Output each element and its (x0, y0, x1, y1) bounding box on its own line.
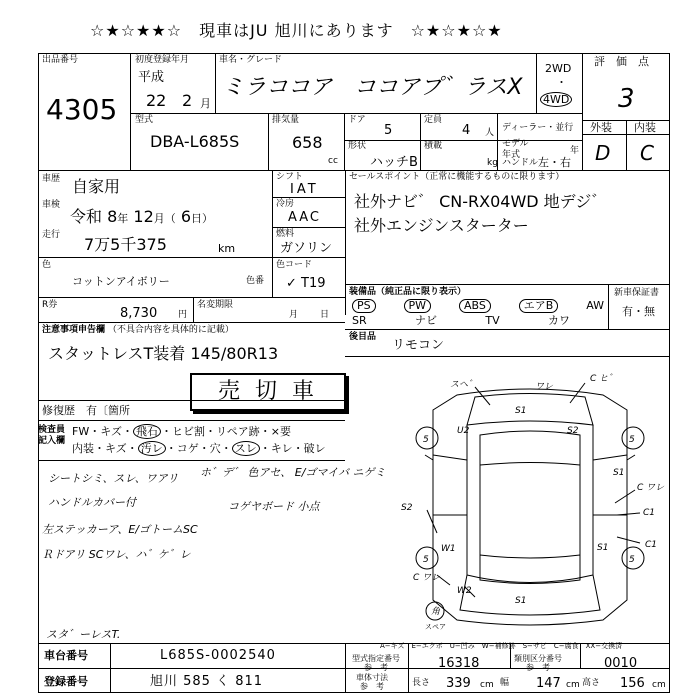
shape-label: 形状 (348, 141, 367, 151)
drive-dot: ・ (556, 76, 567, 89)
lot-number: 4305 (46, 93, 118, 126)
spare-mark: 角 (431, 607, 441, 617)
diagram-label-s2-b: S2 (567, 426, 579, 436)
recycle-unit: 円 (178, 310, 188, 320)
handwritten-note-5: ホ゛デ゛ 色アセ、 E/ゴマイバ ニゲミ (200, 466, 386, 479)
recycle-value: 8,730 (120, 306, 158, 321)
load-unit: kg (487, 158, 498, 168)
diagram-label-u2: U2 (457, 426, 470, 436)
model-value: DBA-L685S (150, 132, 240, 151)
car-name: ミラココア ココアプ゛ラスX (222, 75, 523, 100)
equipment-grid (352, 299, 604, 327)
rename-month: 月 (289, 310, 299, 320)
car-name-label: 車名・グレード (219, 55, 283, 65)
handwritten-note-7: スタ゛ーレスT. (46, 628, 121, 641)
first-reg-month-unit: 月 (200, 97, 211, 110)
shape-value: ハッチB (370, 155, 418, 170)
diagram-label-c-w: C ワレ (637, 483, 665, 493)
doors-label: ドア (348, 115, 366, 125)
width-unit: cm (566, 680, 580, 690)
ac-label: 冷房 (276, 199, 295, 209)
equipment-label: 装備品（純正品に限り表示） (349, 287, 467, 297)
wheel-label-rl: 5 (423, 555, 429, 565)
car-damage-diagram (395, 365, 665, 640)
chassis-value: L685S-0002540 (160, 648, 276, 663)
displacement-unit: cc (328, 156, 338, 166)
handwritten-note-4: Ｒドアリ SCワレ、ハ゛ケ゛レ (42, 548, 191, 561)
repair-value: 有〔箇所 (86, 404, 130, 417)
handle-value: 左・右 (538, 156, 571, 169)
color-label: 色 (42, 260, 52, 270)
inspector-row1: FW・キズ・ 飛石 ・ヒビ割・リペア跡・×要 (72, 425, 291, 438)
equip-leather: カワ (547, 314, 570, 327)
first-reg-label: 初度登録年月 (135, 55, 190, 65)
equip-tv: TV (485, 314, 500, 327)
model-label: 型式 (135, 115, 154, 125)
color-code: ✓ T19 (286, 276, 326, 291)
history-label: 車歴 (42, 174, 61, 184)
width-label: 幅 (500, 678, 510, 688)
handwritten-note-1: シートシミ、スレ、ワアリ (48, 472, 179, 485)
damage-legend: A−キズ E−エクボ U−凹み W−補修跡 S−サビ C−腐食 XX−交換済 (380, 642, 623, 650)
mileage-value: 7万5千375 (84, 235, 167, 254)
shift-label: シフト (276, 172, 304, 182)
length-label: 長さ (412, 678, 431, 688)
inspector-label: 検査員 記入欄 (38, 425, 66, 446)
class-no-value: 0010 (604, 656, 638, 671)
inspector-row2: 内装・キズ・ 汚レ ・コゲ・穴・ スレ ・キレ・破レ (72, 442, 326, 455)
diagram-label-s1-b: S1 (613, 468, 625, 478)
notes-value: スタットレスT装着 145/80R13 (48, 344, 279, 363)
width-value: 147 (536, 676, 561, 691)
equip-ps: PS (352, 299, 376, 313)
model-year-unit: 年 (570, 146, 580, 156)
diagram-label-s1-a: S1 (515, 406, 527, 416)
equip-pw: PW (404, 299, 432, 313)
sales-point-label: セールスポイント（正常に機能するものに限ります） (349, 172, 565, 182)
sales-point-line-2: 社外エンジンスターター (354, 216, 529, 235)
diagram-label-s2-a: スヘ゛ (450, 380, 478, 390)
rename-day: 日 (320, 310, 330, 320)
exterior-grade: D (595, 141, 611, 165)
dims-label: 車体寸法 参 考 (356, 673, 388, 691)
chassis-label: 車台番号 (44, 649, 88, 662)
repair-label: 修復歴 (42, 404, 75, 417)
diagram-label-w2: W2 (457, 586, 472, 596)
diagram-label-c1-b: C1 (645, 540, 658, 550)
recycle-label: R券 (42, 300, 58, 310)
first-reg-month: 2 (182, 91, 193, 110)
doors-value: 5 (384, 123, 393, 138)
diagram-label-w1: W1 (441, 544, 456, 554)
displacement-label: 排気量 (272, 115, 300, 125)
handwritten-note-3: 左ステッカーア、E/ゴトームSC (42, 523, 198, 536)
diagram-label-c-a: C ヒ゛ (590, 374, 618, 384)
drive-2wd: 2WD (545, 62, 572, 75)
equip-airbag: エアB (519, 299, 559, 313)
diagram-label-c-w2: C ワレ (413, 573, 441, 583)
history-value: 自家用 (72, 177, 121, 196)
height-value: 156 (620, 676, 645, 691)
grade-value: 3 (618, 84, 635, 114)
diagram-label-s1-c: S1 (515, 596, 527, 606)
registration-value: 旭川 585 く 811 (150, 674, 264, 689)
height-label: 高さ (582, 678, 601, 688)
wheel-label-fr: 5 (629, 435, 635, 445)
color-code-label: 色コード (276, 260, 313, 270)
spare-label: スペア (425, 623, 446, 631)
new-warranty-value: 有・無 (622, 305, 655, 318)
model-year-label: モデル 年式 (502, 139, 529, 160)
dealer-label: ディーラー・並行 (502, 123, 574, 133)
interior-grade: C (640, 141, 654, 165)
wheel-label-fl: 5 (423, 435, 429, 445)
color-no-label: 色番 (246, 276, 265, 286)
aftermarket-label: 後目品 (349, 332, 377, 342)
fuel-label: 燃料 (276, 229, 295, 239)
capacity-value: 4 (462, 123, 471, 138)
lot-label: 出品番号 (42, 55, 79, 65)
rename-deadline-label: 名変期限 (197, 300, 234, 310)
inspection-value: 令和 8年 12月（ 6日） (70, 207, 214, 226)
equip-navi: ナビ (415, 314, 437, 327)
handwritten-note-2: ハンドルカバー付 (48, 496, 136, 509)
load-label: 積載 (424, 141, 443, 151)
length-unit: cm (480, 680, 494, 690)
handle-label: ハンドル (502, 158, 539, 168)
grade-label: 評 価 点 (594, 55, 649, 68)
registration-label: 登録番号 (44, 675, 88, 688)
diagram-label-c1-a: C1 (643, 508, 656, 518)
banner: ☆★☆★★☆ 現車はJU 旭川にあります ☆★☆★☆★ (90, 21, 503, 40)
displacement-value: 658 (292, 133, 323, 152)
inspection-label: 車検 (42, 200, 61, 210)
fuel-value: ガソリン (280, 241, 333, 256)
capacity-label: 定員 (424, 115, 443, 125)
interior-label: 内装 (634, 121, 656, 134)
color-value: コットンアイボリー (72, 275, 170, 288)
notes-label: 注意事項申告欄 （不具合内容を具体的に記載） (42, 325, 234, 335)
first-reg-year: 22 (146, 91, 167, 110)
ac-value: AAC (288, 210, 321, 225)
shift-value: IAT (290, 182, 319, 197)
sales-point-line-1: 社外ナビ゛ CN-RX04WD 地デジ゛ (354, 192, 608, 211)
diagram-label-wl: ワレ (535, 382, 554, 392)
capacity-unit: 人 (485, 128, 495, 138)
mileage-unit: km (218, 242, 236, 255)
diagram-label-s2-c: S2 (401, 503, 413, 513)
first-reg-era: 平成 (138, 70, 165, 85)
equip-abs: ABS (459, 299, 491, 313)
aftermarket-value: リモコン (392, 338, 445, 353)
drive-4wd: 4WD (540, 92, 572, 107)
type-no-value: 16318 (438, 656, 480, 671)
sold-stamp: 売 切 車 (190, 373, 346, 411)
class-no-label: 類別区分番号 参 考 (514, 654, 562, 672)
wheel-label-rr: 5 (629, 555, 635, 565)
equip-aw: AW (586, 299, 604, 312)
equip-sr: SR (352, 314, 367, 327)
mileage-label: 走行 (42, 230, 61, 240)
handwritten-note-6: コゲヤボード 小点 (228, 500, 320, 513)
type-no-label: 型式指定番号 参 考 (352, 654, 400, 672)
diagram-label-s1-d: S1 (597, 543, 609, 553)
height-unit: cm (652, 680, 666, 690)
exterior-label: 外装 (590, 121, 612, 134)
length-value: 339 (446, 676, 471, 691)
new-warranty-label: 新車保証書 (614, 288, 660, 298)
